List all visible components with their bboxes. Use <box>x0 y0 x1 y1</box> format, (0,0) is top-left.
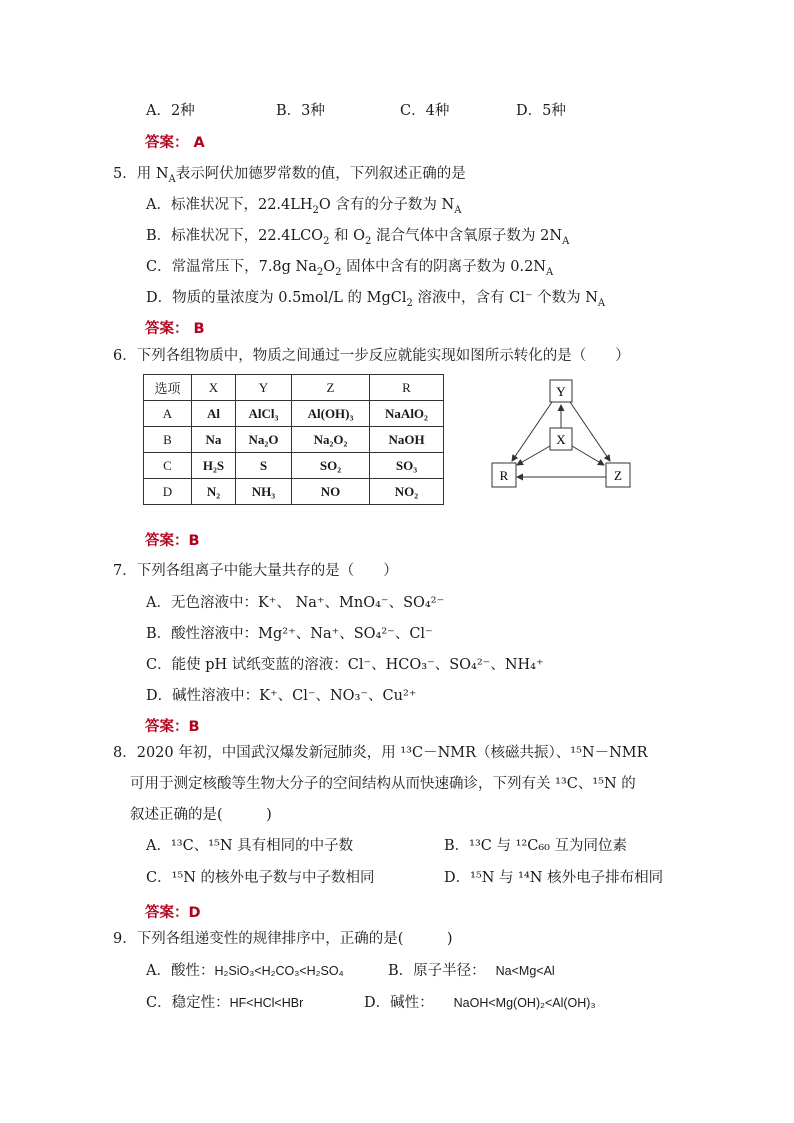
node-z-label: Z <box>614 468 622 483</box>
q6-table <box>143 374 444 505</box>
table-row <box>144 427 444 453</box>
q9-option-d: D．碱性： NaOH<Mg(OH)₂<Al(OH)₃ <box>364 995 596 1011</box>
table-header-cell: X <box>192 375 236 401</box>
table-row <box>144 453 444 479</box>
table-cell: Na <box>192 427 236 453</box>
q4-option-c: C．4种 <box>400 103 450 119</box>
table-cell: A <box>144 401 192 427</box>
q4-answer: 答案： A <box>145 135 205 151</box>
q8-option-d: D．¹⁵N 与 ¹⁴N 核外电子排布相同 <box>444 870 664 886</box>
table-cell: NO₂ <box>370 479 444 505</box>
q7-option-a: A．无色溶液中：K⁺、 Na⁺、MnO₄⁻、SO₄²⁻ <box>146 595 445 611</box>
table-header-cell: R <box>370 375 444 401</box>
q5-answer: 答案： B <box>145 321 205 337</box>
table-cell: Al(OH)₃ <box>292 401 370 427</box>
node-y-label: Y <box>556 384 566 399</box>
table-cell: AlCl₃ <box>236 401 292 427</box>
q5-option-c: C．常温常压下，7.8g $Na_2O_2$ 固体中含有的阴离子数为 $0.2N_A$ <box>146 259 554 278</box>
q7-option-b: B．酸性溶液中：Mg²⁺、Na⁺、SO₄²⁻、Cl⁻ <box>146 626 433 642</box>
q9-option-a: A．酸性：H₂SiO₃<H₂CO₃<H₂SO₄ <box>146 963 344 979</box>
q5-option-b: B．标准状况下，$22.4LCO_2$ 和 $O_2$ 混合气体中含氧原子数为 $2N_A$ <box>146 228 570 247</box>
q8-answer: 答案：D <box>145 905 201 921</box>
table-header-cell: Z <box>292 375 370 401</box>
table-cell: Na₂O₂ <box>292 427 370 453</box>
table-header-cell: 选项 <box>144 375 192 401</box>
q7-stem: 7．下列各组离子中能大量共存的是（ ） <box>113 563 398 579</box>
q8-stem-line1: 8．2020 年初，中国武汉爆发新冠肺炎，用 ¹³C－NMR（核磁共振）、¹⁵N－NMR <box>113 745 648 761</box>
q9-stem: 9．下列各组递变性的规律排序中，正确的是( ) <box>113 931 453 947</box>
q4-option-b: B．3种 <box>276 103 325 119</box>
table-cell: NaOH <box>370 427 444 453</box>
q5-stem: 5．用 $N_A$表示阿伏加德罗常数的值，下列叙述正确的是 <box>113 166 466 185</box>
table-cell: SO₂ <box>292 453 370 479</box>
node-r-label: R <box>499 468 509 483</box>
table-header-cell: Y <box>236 375 292 401</box>
table-cell: Al <box>192 401 236 427</box>
arrow-x-to-r <box>517 446 550 465</box>
q6-answer: 答案：B <box>145 533 200 549</box>
table-cell: B <box>144 427 192 453</box>
q8-option-c: C．¹⁵N 的核外电子数与中子数相同 <box>146 870 375 886</box>
q5-option-a: A．标准状况下，$22.4LH_2O$ 含有的分子数为 $N_A$ <box>146 197 462 216</box>
q7-option-d: D．碱性溶液中：K⁺、Cl⁻、NO₃⁻、Cu²⁺ <box>146 688 417 704</box>
table-cell: Na₂O <box>236 427 292 453</box>
table-cell: NH₃ <box>236 479 292 505</box>
arrow-y-to-r <box>512 402 552 461</box>
table-cell: SO₃ <box>370 453 444 479</box>
conversion-diagram <box>484 372 644 492</box>
table-cell: D <box>144 479 192 505</box>
table-cell: NaAlO₂ <box>370 401 444 427</box>
q4-option-d: D．5种 <box>516 103 566 119</box>
q8-stem-line3: 叙述正确的是( ) <box>130 807 272 823</box>
q8-option-a: A．¹³C、¹⁵N 具有相同的中子数 <box>146 838 354 854</box>
q7-answer: 答案：B <box>145 719 200 735</box>
arrow-y-to-z <box>570 402 610 461</box>
table-row <box>144 401 444 427</box>
q4-option-a: A．2种 <box>146 103 195 119</box>
table-cell: C <box>144 453 192 479</box>
table-cell: NO <box>292 479 370 505</box>
q9-option-b: B．原子半径： Na<Mg<Al <box>388 963 555 979</box>
table-header-row <box>144 375 444 401</box>
q8-option-b: B．¹³C 与 ¹²C₆₀ 互为同位素 <box>444 838 628 854</box>
q8-stem-line2: 可用于测定核酸等生物大分子的空间结构从而快速确诊，下列有关 ¹³C、¹⁵N 的 <box>130 776 636 792</box>
q5-option-d: D．物质的量浓度为 0.5mol/L 的 MgCl$_2$ 溶液中，含有 Cl⁻ 个数为 $N_A$ <box>146 290 606 309</box>
node-x-label: X <box>556 432 566 447</box>
table-row <box>144 479 444 505</box>
q6-stem: 6．下列各组物质中，物质之间通过一步反应就能实现如图所示转化的是（ ） <box>113 348 630 364</box>
table-cell: H₂S <box>192 453 236 479</box>
table-cell: S <box>236 453 292 479</box>
q9-option-c: C．稳定性：HF<HCl<HBr <box>146 995 304 1011</box>
table-cell: N₂ <box>192 479 236 505</box>
arrow-x-to-z <box>572 446 604 465</box>
q7-option-c: C．能使 pH 试纸变蓝的溶液：Cl⁻、HCO₃⁻、SO₄²⁻、NH₄⁺ <box>146 657 544 673</box>
